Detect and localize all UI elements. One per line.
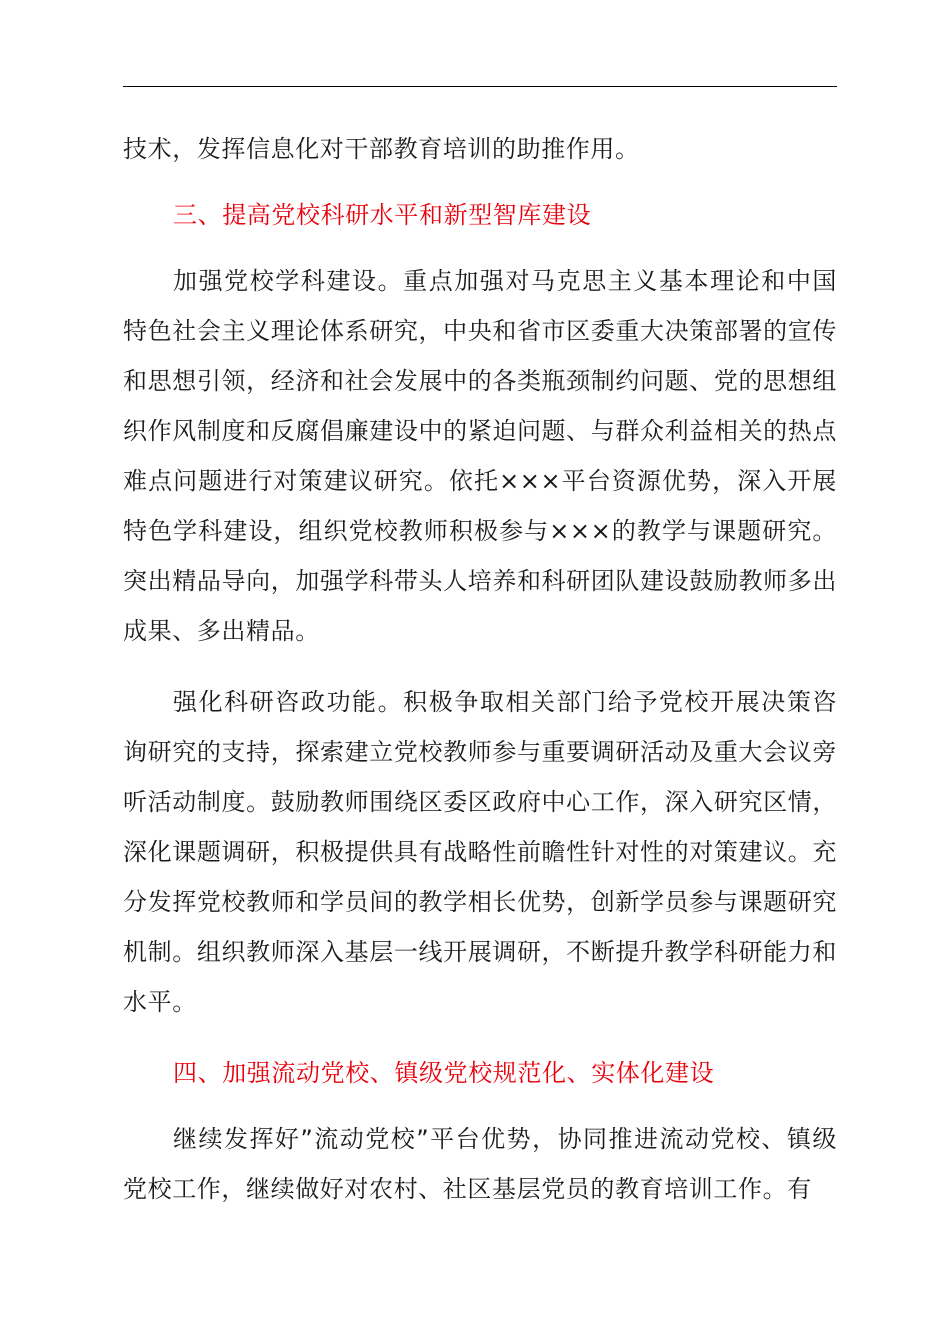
- header-rule: [123, 86, 837, 87]
- spacer: [123, 240, 837, 256]
- paragraph-research-consulting: 强化科研咨政功能。积极争取相关部门给予党校开展决策咨询研究的支持，探索建立党校教师参与重要调研活动及重大会议旁听活动制度。鼓励教师围绕区委区政府中心工作，深入研究区情，深化课题调研，积极提供具有战略性前瞻性针对性的对策建议。充分发挥党校教师和学员间的教学相长优势，创新学员参与课题研究机制。组织教师深入基层一线开展调研，不断提升教学科研能力和水平。: [123, 688, 837, 1016]
- paragraph-mobile-party-school: 继续发挥好”流动党校”平台优势，协同推进流动党校、镇级党校工作，继续做好对农村、社区基层党员的教育培训工作。有: [123, 1125, 837, 1203]
- paragraph-discipline-building: 加强党校学科建设。重点加强对马克思主义基本理论和中国特色社会主义理论体系研究，中央和省市区委重大决策部署的宣传和思想引领，经济和社会发展中的各类瓶颈制约问题、党的思想组织作风制度和反腐倡廉建设中的紧迫问题、与群众利益相关的热点难点问题进行对策建议研究。依托×××平台资源优势，深入开展特色学科建设，组织党校教师积极参与×××的教学与课题研究。突出精品导向，加强学科带头人培养和科研团队建设鼓励教师多出成果、多出精品。: [123, 267, 837, 645]
- spacer: [123, 1098, 837, 1114]
- paragraph-continuation: 技术，发挥信息化对干部教育培训的助推作用。: [123, 135, 640, 163]
- document-body: [123, 124, 837, 1214]
- section-heading-4: 四、加强流动党校、镇级党校规范化、实体化建设: [173, 1059, 715, 1087]
- spacer: [123, 656, 837, 677]
- spacer: [123, 174, 837, 190]
- section-heading-3: 三、提高党校科研水平和新型智库建设: [173, 201, 592, 229]
- spacer: [123, 1027, 837, 1048]
